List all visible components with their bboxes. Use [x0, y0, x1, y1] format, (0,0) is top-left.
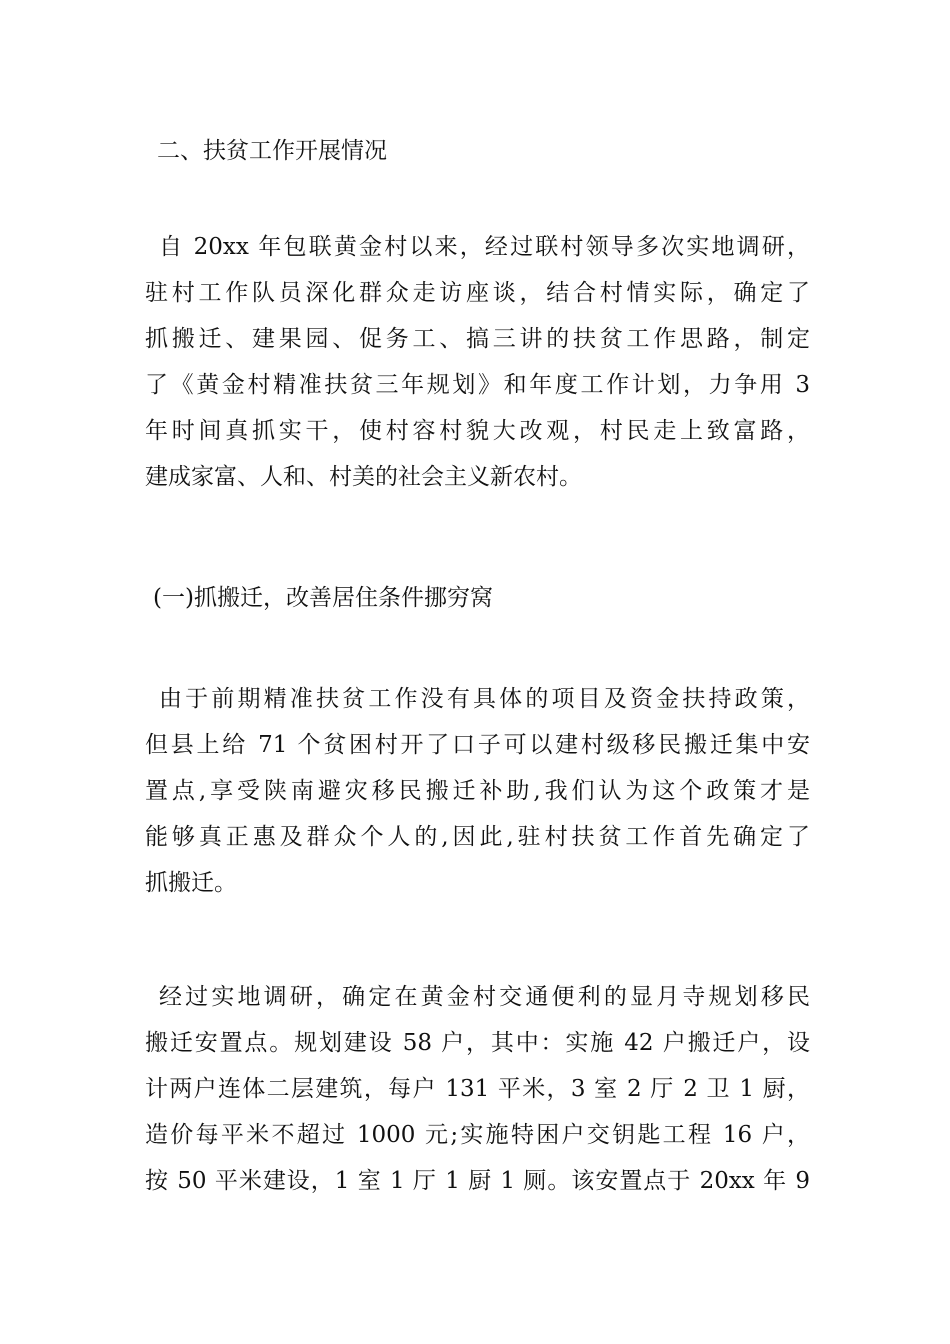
section-heading	[145, 128, 810, 174]
paragraph-line: 能够真正惠及群众个人的,因此,驻村扶贫工作首先确定了	[145, 824, 810, 850]
paragraph-line: 但县上给 71 个贫困村开了口子可以建村级移民搬迁集中安	[145, 732, 810, 758]
paragraph-line: 造价每平米不超过 1000 元;实施特困户交钥匙工程 16 户，	[145, 1122, 810, 1148]
paragraph-resettlement-plan	[145, 974, 810, 1204]
paragraph-line: 了《黄金村精准扶贫三年规划》和年度工作计划，力争用 3	[145, 372, 810, 398]
paragraph-line: 驻村工作队员深化群众走访座谈，结合村情实际，确定了	[145, 280, 810, 306]
paragraph-line: 建成家富、人和、村美的社会主义新农村。	[145, 464, 582, 490]
paragraph-line: 抓搬迁。	[145, 870, 237, 896]
paragraph-line: 搬迁安置点。规划建设 58 户，其中：实施 42 户搬迁户，设	[145, 1030, 810, 1056]
paragraph-line: 置点,享受陕南避灾移民搬迁补助,我们认为这个政策才是	[145, 778, 810, 804]
paragraph-intro	[145, 224, 810, 500]
paragraph-line: 年时间真抓实干，使村容村貌大改观，村民走上致富路，	[145, 418, 810, 444]
paragraph-relocation-policy	[145, 676, 810, 906]
subsection-heading	[145, 575, 810, 621]
paragraph-line: 由于前期精准扶贫工作没有具体的项目及资金扶持政策，	[159, 686, 810, 712]
paragraph-line: 按 50 平米建设，1 室 1 厅 1 厨 1 厕。该安置点于 20xx 年 9	[145, 1168, 810, 1194]
paragraph-line: 自 20xx 年包联黄金村以来，经过联村领导多次实地调研，	[159, 234, 810, 260]
paragraph-line: 计两户连体二层建筑，每户 131 平米，3 室 2 厅 2 卫 1 厨，	[145, 1076, 810, 1102]
heading-text: 二、扶贫工作开展情况	[157, 138, 387, 164]
paragraph-line: 经过实地调研，确定在黄金村交通便利的显月寺规划移民	[159, 984, 810, 1010]
heading-text: (一)抓搬迁，改善居住条件挪穷窝	[153, 585, 493, 611]
paragraph-line: 抓搬迁、建果园、促务工、搞三讲的扶贫工作思路，制定	[145, 326, 810, 352]
